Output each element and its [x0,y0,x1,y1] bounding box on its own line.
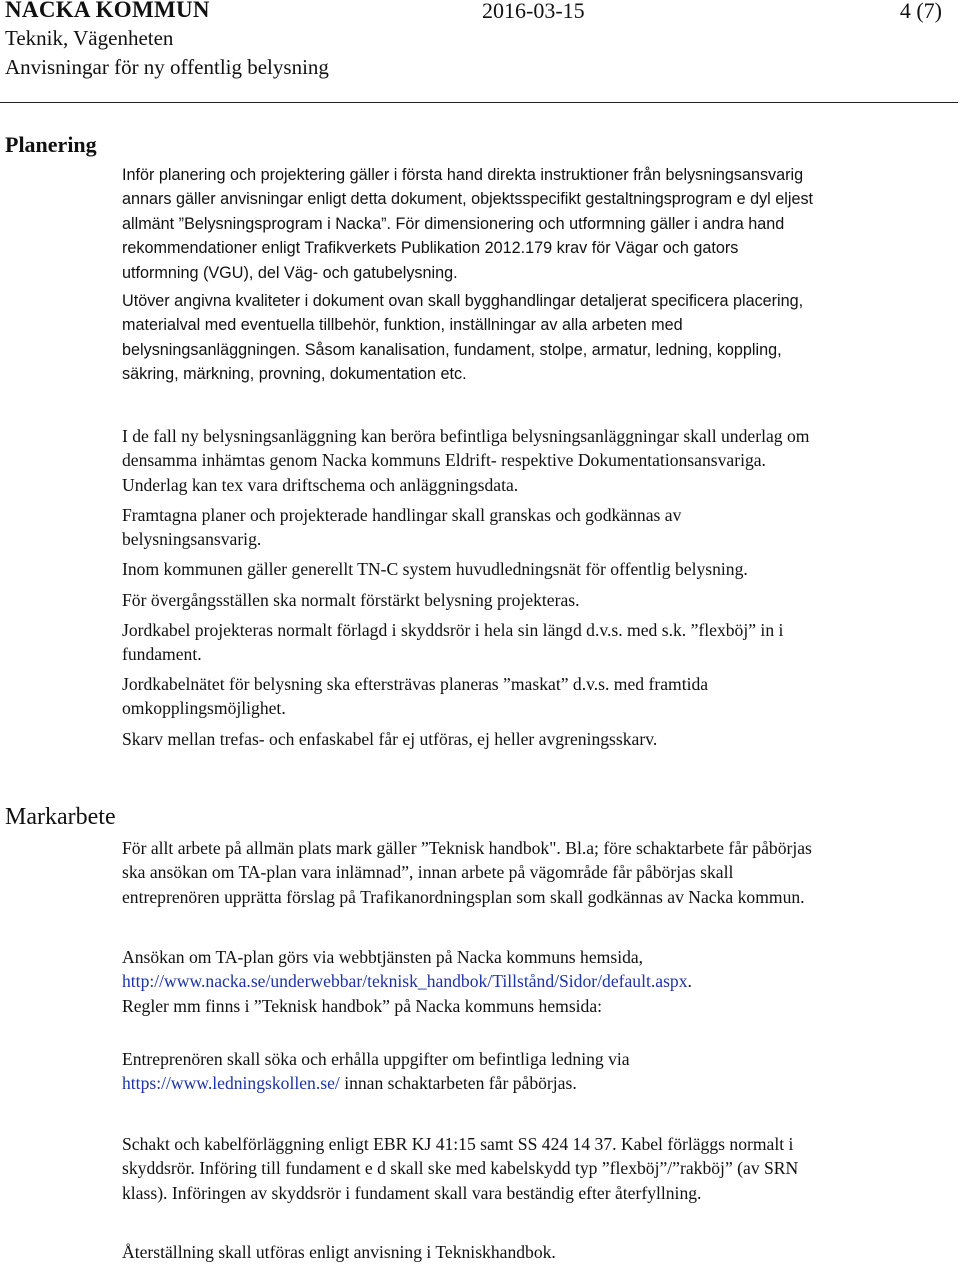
text-line: Underlag kan tex vara driftschema och anläggningsdata. [122,474,519,495]
planering-paragraph-8 [122,672,952,721]
section-heading-markarbete: Markarbete [5,804,116,830]
planering-paragraph-9 [122,727,952,751]
text-line: utformning (VGU), del Väg- och gatubelysning. [122,263,458,282]
section-heading-planering: Planering [5,132,97,157]
planering-paragraph-7 [122,618,952,667]
text-line: Återställning skall utföras enligt anvisning i Tekniskhandbok. [122,1242,556,1262]
text-fragment: 179 krav för Vägar och gators [525,239,739,258]
markarbete-paragraph-2 [122,945,952,1018]
text-line: klass). Införingen av skyddsrör i fundament skall vara beständig efter återfyllning. [122,1182,702,1203]
text-line: ska ansökan om TA-plan vara inlämnad”, innan arbete på vägområde får påbörjas skall [122,862,734,883]
text-line: skyddsrör. Införing till fundament e d skall ske med kabelskydd typ ”flexböj”/”rakböj” (av SRN [122,1158,799,1179]
page-number: 4 (7) [899,0,942,23]
text-line [122,1071,952,1095]
text-line: Framtagna planer och projekterade handlingar skall granskas och godkännas av [122,505,682,525]
text-line: fundament. [122,644,202,665]
markarbete-paragraph-1 [122,836,952,909]
text-line: Utöver angivna kvaliteter i dokument ovan skall bygghandlingar detaljerat specificera placering, [122,292,804,310]
department: Teknik, Vägenheten [5,26,174,50]
text-fragment: . [687,971,692,992]
ledningskollen-link[interactable]: https://www.ledningskollen.se/ [122,1073,340,1094]
text-line: Inför planering och projektering gäller i första hand direkta instruktioner från belysningsansvarig [122,166,804,184]
header-divider [0,102,958,103]
planering-paragraph-2 [122,289,952,387]
text-fragment: innan schaktarbeten får påbörjas. [339,1073,577,1094]
text-line: omkopplingsmöjlighet. [122,698,286,719]
text-line: entreprenören upprätta förslag på Trafikanordningsplan som skall godkännas av Nacka kommun. [122,886,805,907]
text-line: Schakt och kabelförläggning enligt EBR KJ 41:15 samt SS 424 14 37. Kabel förläggs normalt i [122,1134,794,1154]
planering-paragraph-4 [122,503,952,552]
text-line: Ansökan om TA-plan görs via webbtjänsten på Nacka kommuns hemsida, [122,947,644,967]
text-line [122,969,952,993]
text-line: För allt arbete på allmän plats mark gäller ”Teknisk handbok". Bl.a; före schaktarbete får påbörjas [122,838,812,858]
text-fragment: För dimensionering och utformning gäller i andra hand [395,214,785,233]
document-date: 2016-03-15 [482,0,585,23]
text-line [122,236,952,260]
text-line [122,212,952,236]
markarbete-paragraph-3 [122,1047,952,1096]
text-line: För övergångsställen ska normalt förstärkt belysning projekteras. [122,590,580,610]
markarbete-paragraph-4 [122,1132,952,1205]
text-line: Jordkabel projekteras normalt förlagd i skyddsrör i hela sin längd d.v.s. med s.k. ”flexböj” in i [122,620,784,640]
document-title: Anvisningar för ny offentlig belysning [5,55,329,79]
text-line: Jordkabelnätet för belysning ska eftersträvas planeras ”maskat” d.v.s. med framtida [122,674,709,694]
text-line: Regler mm finns i ”Teknisk handbok” på Nacka kommuns hemsida: [122,995,603,1016]
planering-paragraph-5 [122,557,952,581]
text-line: materialval med eventuella tillbehör, funktion, inställningar av alla arbeten med [122,316,683,335]
markarbete-paragraph-5 [122,1240,952,1264]
text-fragment: rekommendationer enligt Trafikverkets Publikation 2012. [122,239,526,258]
text-line: Inom kommunen gäller generellt TN-C system huvudledningsnät för offentlig belysning. [122,559,748,579]
planering-paragraph-3 [122,424,952,497]
text-line: annars gäller anvisningar enligt detta dokument, objektsspecifikt gestaltningsprogram e dyl eljest [122,190,814,209]
text-fragment: allmänt ”Belysningsprogram i Nacka”. [122,214,396,233]
text-line: densamma inhämtas genom Nacka kommuns Eldrift- respektive Dokumentationsansvariga. [122,450,766,471]
text-line: I de fall ny belysningsanläggning kan beröra befintliga belysningsanläggningar skall underlag om [122,426,810,446]
planering-paragraph-1 [122,163,952,285]
text-line: Entreprenören skall söka och erhålla uppgifter om befintliga ledning via [122,1049,630,1069]
planering-paragraph-6 [122,588,952,612]
text-line: belysningsansvarig. [122,529,262,550]
text-line: Skarv mellan trefas- och enfaskabel får ej utföras, ej heller avgreningsskarv. [122,729,658,749]
organization-name: NACKA KOMMUN [5,0,210,22]
text-line: belysningsanläggningen. Såsom kanalisation, fundament, stolpe, armatur, ledning, koppling, [122,340,782,359]
ta-plan-link[interactable]: http://www.nacka.se/underwebbar/teknisk_handbok/Tillstånd/Sidor/default.aspx [122,971,688,992]
text-line: säkring, märkning, provning, dokumentation etc. [122,365,467,384]
